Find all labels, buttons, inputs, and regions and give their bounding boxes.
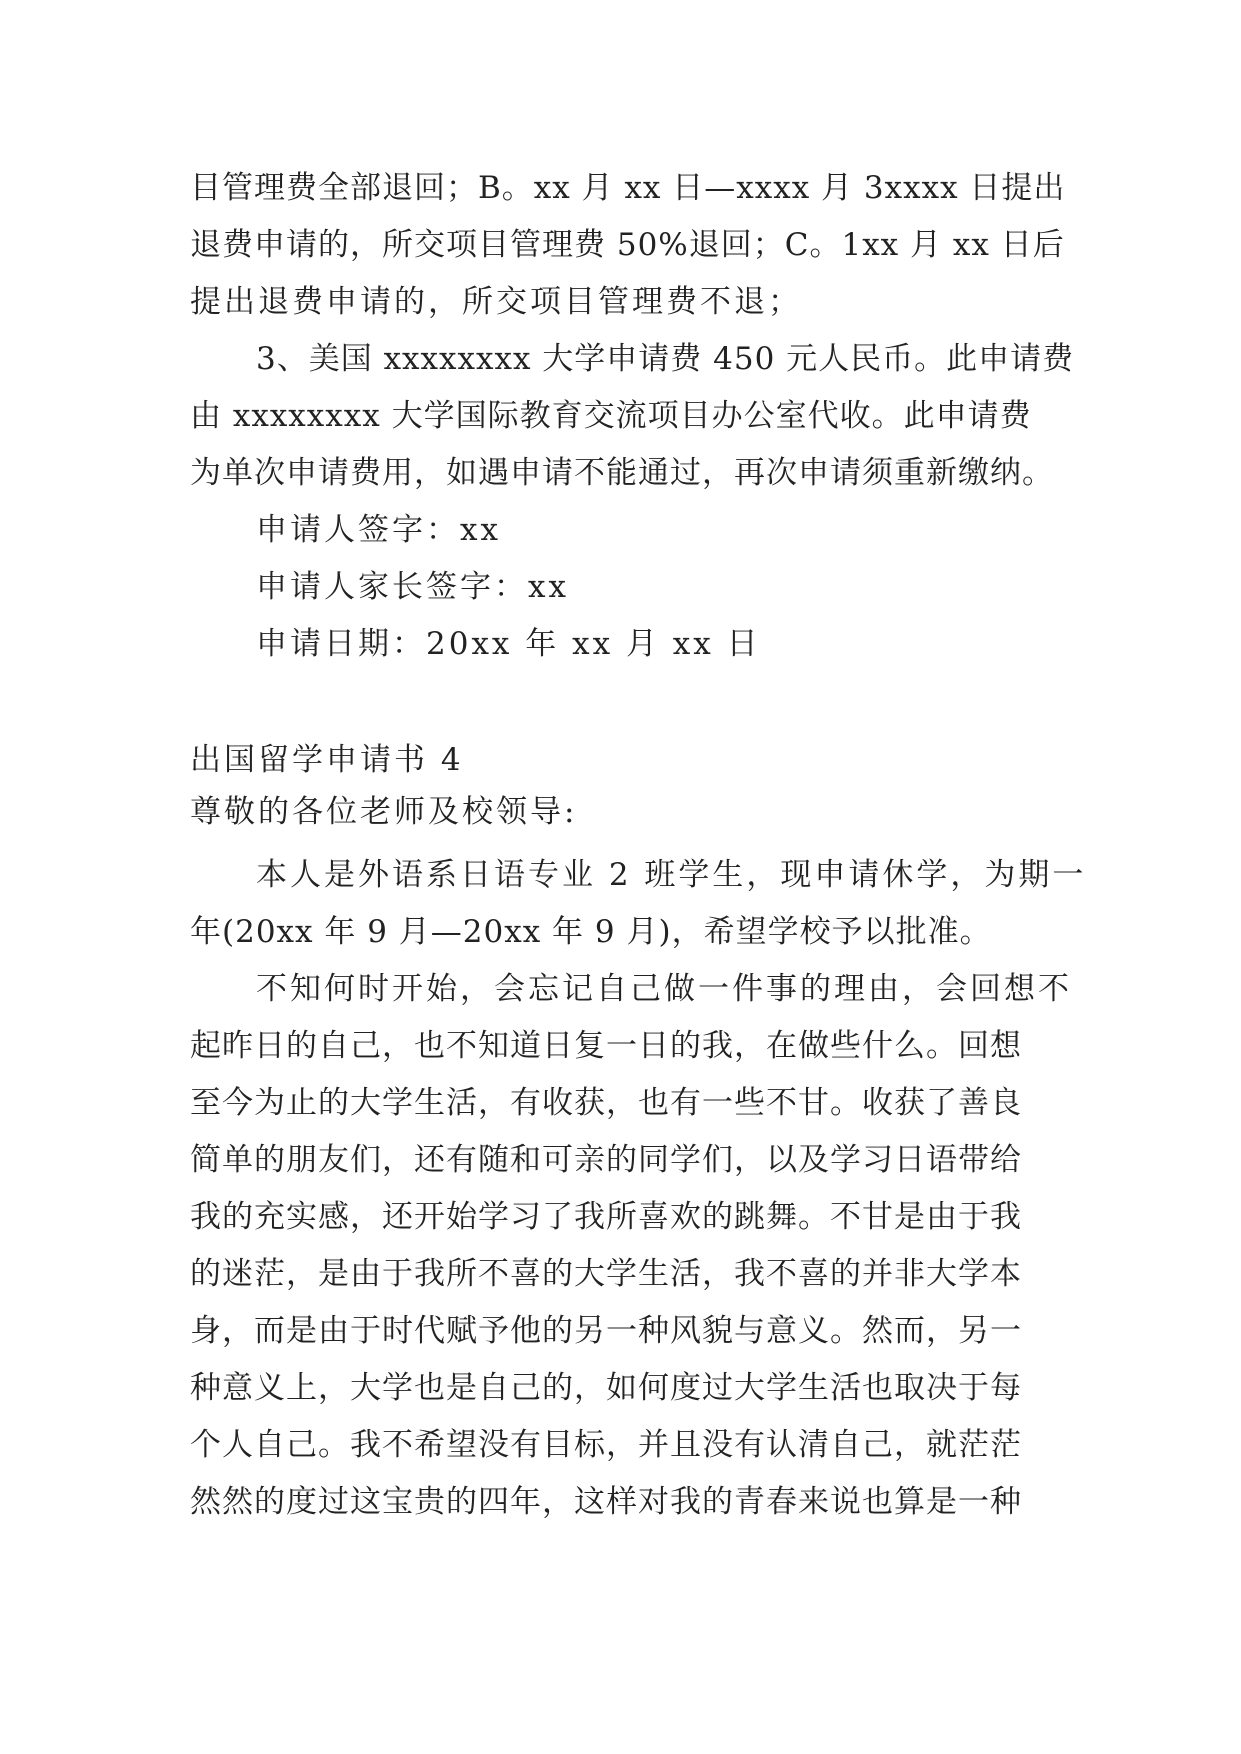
paragraph-line: 种意义上，大学也是自己的，如何度过大学生活也取决于每 xyxy=(190,1370,1022,1406)
paragraph-line: 3、美国 xxxxxxxx 大学申请费 450 元人民币。此申请费 xyxy=(256,341,1075,377)
paragraph-line: 目管理费全部退回；B。xx 月 xx 日—xxxx 月 3xxxx 日提出 xyxy=(190,170,1066,206)
section-title: 出国留学申请书 4 xyxy=(190,742,464,778)
paragraph-line: 身，而是由于时代赋予他的另一种风貌与意义。然而，另一 xyxy=(190,1313,1022,1349)
paragraph-line: 退费申请的，所交项目管理费 50%退回；C。1xx 月 xx 日后 xyxy=(190,227,1065,263)
paragraph-line: 然然的度过这宝贵的四年，这样对我的青春来说也算是一种 xyxy=(190,1484,1022,1520)
paragraph-line: 起昨日的自己，也不知道日复一日的我，在做些什么。回想 xyxy=(190,1028,1022,1064)
applicant-signature: 申请人签字：xx xyxy=(256,512,501,548)
parent-signature: 申请人家长签字：xx xyxy=(256,569,569,605)
application-date: 申请日期：20xx 年 xx 月 xx 日 xyxy=(256,626,761,662)
paragraph-line: 的迷茫，是由于我所不喜的大学生活，我不喜的并非大学本 xyxy=(190,1256,1022,1292)
paragraph-line: 至今为止的大学生活，有收获，也有一些不甘。收获了善良 xyxy=(190,1085,1022,1121)
paragraph-line: 不知何时开始，会忘记自己做一件事的理由，会回想不 xyxy=(256,971,1072,1007)
paragraph-line: 提出退费申请的，所交项目管理费不退； xyxy=(190,284,802,320)
paragraph-line: 为单次申请费用，如遇申请不能通过，再次申请须重新缴纳。 xyxy=(190,455,1054,491)
paragraph-line: 个人自己。我不希望没有目标，并且没有认清自己，就茫茫 xyxy=(190,1427,1022,1463)
paragraph-line: 本人是外语系日语专业 2 班学生，现申请休学，为期一 xyxy=(256,857,1087,893)
paragraph-line: 我的充实感，还开始学习了我所喜欢的跳舞。不甘是由于我 xyxy=(190,1199,1022,1235)
salutation: 尊敬的各位老师及校领导: xyxy=(190,794,578,830)
paragraph-line: 年(20xx 年 9 月—20xx 年 9 月)，希望学校予以批准。 xyxy=(190,914,992,950)
paragraph-line: 由 xxxxxxxx 大学国际教育交流项目办公室代收。此申请费 xyxy=(190,398,1032,434)
paragraph-line: 简单的朋友们，还有随和可亲的同学们，以及学习日语带给 xyxy=(190,1142,1022,1178)
